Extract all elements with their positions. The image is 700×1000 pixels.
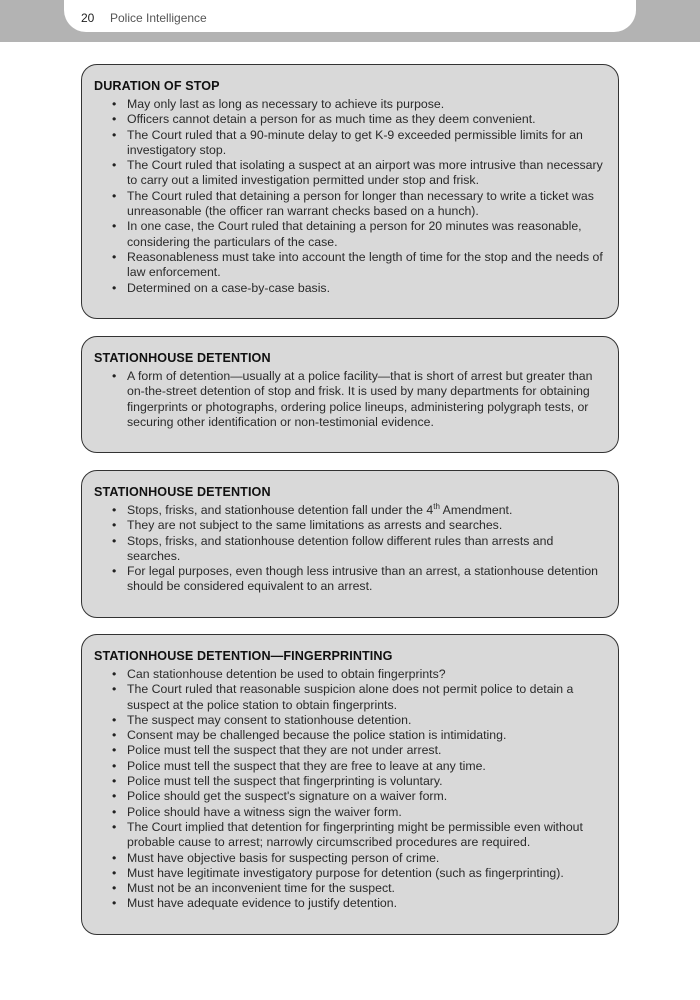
list-item: • The Court implied that detention for fingerprinting might be permissible even without probable cause to arrest; narrowly circumscribed procedures are required. <box>94 820 606 851</box>
box-stationhouse-detention-definition <box>81 336 619 453</box>
list-item: • They are not subject to the same limitations as arrests and searches. <box>94 518 606 533</box>
bullet-list <box>94 97 606 296</box>
list-item: • Reasonableness must take into account the length of time for the stop and the needs of law enforcement. <box>94 250 606 281</box>
list-item: • In one case, the Court ruled that detaining a person for 20 minutes was reasonable, considering the particulars of the case. <box>94 219 606 250</box>
page-number: 20 <box>81 11 95 25</box>
list-item: • Must have legitimate investigatory purpose for detention (such as fingerprinting). <box>94 866 606 881</box>
section-title: STATIONHOUSE DETENTION <box>94 485 271 499</box>
section-title: STATIONHOUSE DETENTION—FINGERPRINTING <box>94 649 393 663</box>
list-item: • Police should get the suspect's signature on a waiver form. <box>94 789 606 804</box>
bullet-list <box>94 369 606 430</box>
box-duration-of-stop <box>81 64 619 319</box>
list-item: • The Court ruled that a 90-minute delay to get K-9 exceeded permissible limits for an investigatory stop. <box>94 128 606 159</box>
list-item: • Police must tell the suspect that fingerprinting is voluntary. <box>94 774 606 789</box>
list-item <box>94 503 606 518</box>
section-title: STATIONHOUSE DETENTION <box>94 351 271 365</box>
list-item: • Must have adequate evidence to justify detention. <box>94 896 606 911</box>
list-item: • Determined on a case-by-case basis. <box>94 281 606 296</box>
bullet-list <box>94 503 606 595</box>
list-item: • Officers cannot detain a person for as much time as they deem convenient. <box>94 112 606 127</box>
list-item: • Must not be an inconvenient time for the suspect. <box>94 881 606 896</box>
list-item: • Consent may be challenged because the police station is intimidating. <box>94 728 606 743</box>
list-item: • For legal purposes, even though less intrusive than an arrest, a stationhouse detention should be considered equivalent to an arrest. <box>94 564 606 595</box>
list-item: • Police must tell the suspect that they are free to leave at any time. <box>94 759 606 774</box>
list-item: • May only last as long as necessary to achieve its purpose. <box>94 97 606 112</box>
list-item: • The Court ruled that isolating a suspect at an airport was more intrusive than necessary to carry out a limited investigation permitted under stop and frisk. <box>94 158 606 189</box>
running-title: Police Intelligence <box>110 11 207 25</box>
superscript: th <box>433 501 440 511</box>
list-item: • Police must tell the suspect that they are not under arrest. <box>94 743 606 758</box>
list-item: • Police should have a witness sign the waiver form. <box>94 805 606 820</box>
bullet-list <box>94 667 606 912</box>
list-item-text: Amendment. <box>439 503 513 517</box>
list-item: • The suspect may consent to stationhouse detention. <box>94 713 606 728</box>
box-stationhouse-detention-rules <box>81 470 619 618</box>
list-item: • The Court ruled that detaining a person for longer than necessary to write a ticket was unreasonable (the officer ran warrant checks based on a hunch). <box>94 189 606 220</box>
box-stationhouse-detention-fingerprinting <box>81 634 619 935</box>
list-item: • A form of detention—usually at a police facility—that is short of arrest but greater than on-the-street detention of stop and frisk. It is used by many departments for obtaining fingerprints or photographs, ordering police lineups, administering polygraph tests, or securing other identification or non-testimonial evidence. <box>94 369 606 430</box>
list-item: • Stops, frisks, and stationhouse detention follow different rules than arrests and searches. <box>94 534 606 565</box>
list-item-text: Stops, frisks, and stationhouse detention fall under the 4 <box>127 503 434 517</box>
list-item: • The Court ruled that reasonable suspicion alone does not permit police to detain a suspect at the police station to obtain fingerprints. <box>94 682 606 713</box>
list-item: • Can stationhouse detention be used to obtain fingerprints? <box>94 667 606 682</box>
list-item: • Must have objective basis for suspecting person of crime. <box>94 851 606 866</box>
section-title: DURATION OF STOP <box>94 79 220 93</box>
